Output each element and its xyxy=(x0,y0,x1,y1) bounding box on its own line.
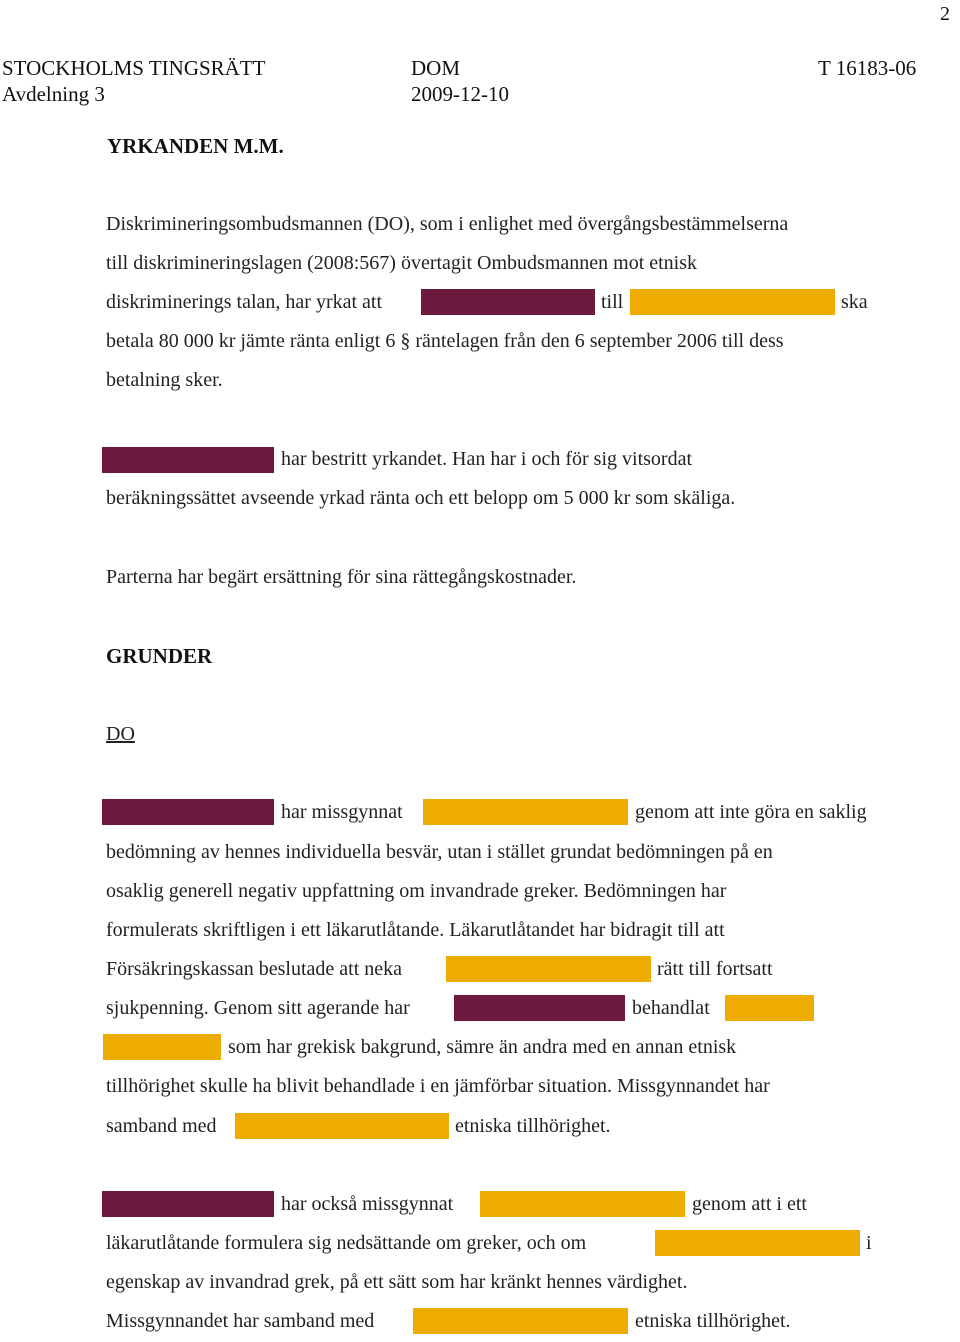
text-line: betalning sker. xyxy=(106,369,223,391)
text-line: till xyxy=(601,291,624,313)
text-line: Försäkringskassan beslutade att neka xyxy=(106,958,403,980)
section-heading-grunder: GRUNDER xyxy=(106,644,213,668)
court-name: STOCKHOLMS TINGSRÄTT xyxy=(2,56,266,80)
text-line: osaklig generell negativ uppfattning om invandrade greker. Bedömningen har xyxy=(106,880,727,902)
text-line: bedömning av hennes individuella besvär, utan i stället grundat bedömningen på en xyxy=(106,841,773,863)
text-line: tillhörighet skulle ha blivit behandlade i en jämförbar situation. Missgynnandet har xyxy=(106,1075,770,1097)
redaction-plaintiff xyxy=(480,1191,685,1217)
text-line: etniska tillhörighet. xyxy=(455,1115,611,1137)
text-line: beräkningssättet avseende yrkad ränta och ett belopp om 5 000 kr som skäliga. xyxy=(106,487,736,509)
case-number: T 16183-06 xyxy=(818,56,917,80)
text-line: har också missgynnat xyxy=(281,1193,454,1215)
redaction-plaintiff xyxy=(103,1034,221,1060)
text-line: läkarutlåtande formulera sig nedsättande om greker, och om xyxy=(106,1232,587,1254)
redaction-plaintiff xyxy=(235,1113,449,1139)
text-line: som har grekisk bakgrund, sämre än andra med en annan etnisk xyxy=(228,1036,737,1058)
text-line: diskriminerings talan, har yrkat att xyxy=(106,291,383,313)
redaction-defendant xyxy=(102,799,274,825)
text-line: genom att inte göra en saklig xyxy=(635,801,867,823)
text-line: har missgynnat xyxy=(281,801,403,823)
text-line: Parterna har begärt ersättning för sina rättegångskostnader. xyxy=(106,566,577,588)
text-line: samband med xyxy=(106,1115,217,1137)
text-line: egenskap av invandrad grek, på ett sätt som har kränkt hennes värdighet. xyxy=(106,1271,688,1293)
text-line: ska xyxy=(841,291,868,313)
redaction-plaintiff xyxy=(446,956,651,982)
redaction-defendant xyxy=(454,995,625,1021)
text-line: till diskrimineringslagen (2008:567) övertagit Ombudsmannen mot etnisk xyxy=(106,252,698,274)
page-number: 2 xyxy=(940,3,950,25)
text-line: har bestritt yrkandet. Han har i och för sig vitsordat xyxy=(281,448,692,470)
text-line: formulerats skriftligen i ett läkarutlåtande. Läkarutlåtandet har bidragit till att xyxy=(106,919,725,941)
document-type: DOM xyxy=(411,56,461,80)
text-line: genom att i ett xyxy=(692,1193,807,1215)
text-line: i xyxy=(866,1232,872,1254)
redaction-defendant xyxy=(102,1191,274,1217)
text-line: betala 80 000 kr jämte ränta enligt 6 § räntelagen från den 6 september 2006 till dess xyxy=(106,330,784,352)
text-line: rätt till fortsatt xyxy=(657,958,773,980)
court-division: Avdelning 3 xyxy=(2,82,105,106)
redaction-plaintiff xyxy=(725,995,814,1021)
redaction-plaintiff xyxy=(630,289,835,315)
redaction-plaintiff xyxy=(413,1308,628,1334)
redaction-plaintiff xyxy=(423,799,628,825)
text-line: etniska tillhörighet. xyxy=(635,1310,791,1332)
redaction-plaintiff xyxy=(655,1230,860,1256)
document-date: 2009-12-10 xyxy=(411,82,509,106)
subheading-do: DO xyxy=(106,723,135,745)
redaction-defendant xyxy=(421,289,595,315)
text-line: behandlat xyxy=(632,997,710,1019)
section-heading-yrkanden: YRKANDEN M.M. xyxy=(107,134,284,158)
text-line: Diskrimineringsombudsmannen (DO), som i enlighet med övergångsbestämmelserna xyxy=(106,213,789,235)
text-line: sjukpenning. Genom sitt agerande har xyxy=(106,997,410,1019)
text-line: Missgynnandet har samband med xyxy=(106,1310,375,1332)
redaction-defendant xyxy=(102,447,274,473)
